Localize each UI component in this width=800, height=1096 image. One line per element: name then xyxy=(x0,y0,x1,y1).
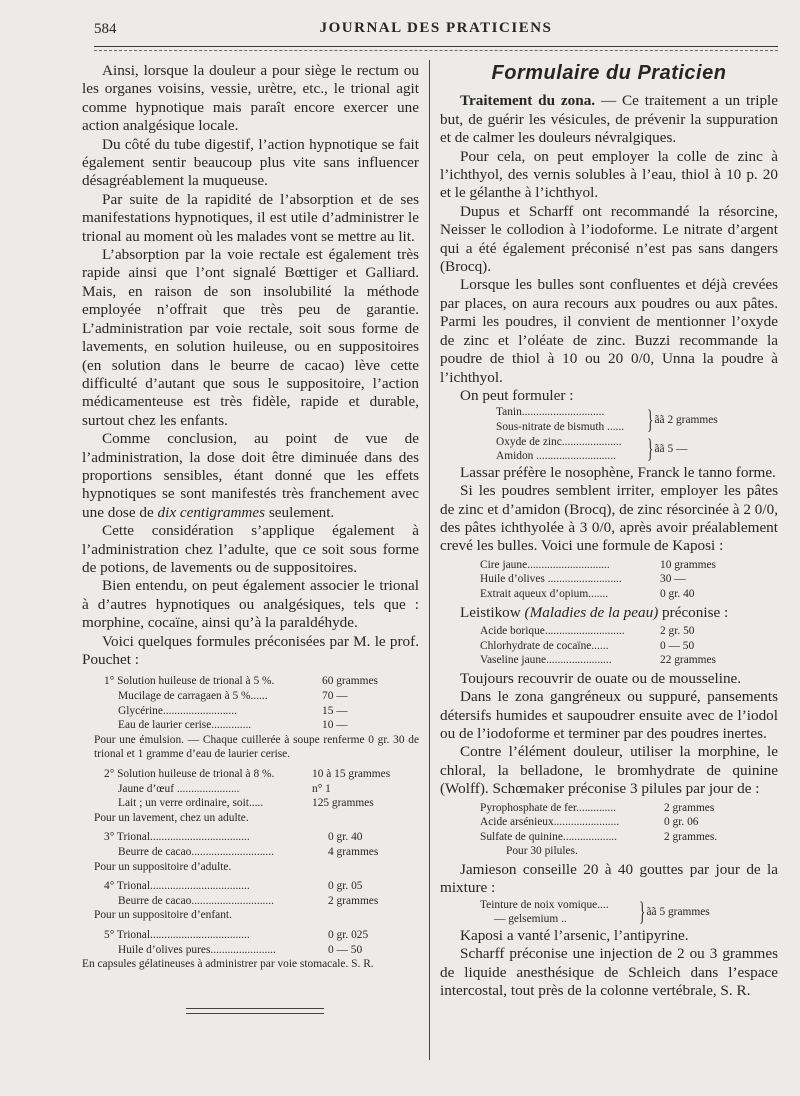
paragraph: Contre l’élément douleur, utiliser la morphine, le chloral, la belladone, le bromhydrate de quinine (Wolff). Schœmaker préconise 3 pilules par jour de : xyxy=(440,743,778,798)
header-dashed-rule xyxy=(94,50,778,51)
formula-jamieson xyxy=(440,898,778,927)
paragraph-intro: Traitement du zona. — Ce traitement a un triple but, de guérir les vésicules, de prévenir la suppuration et de calmer les douleurs névralgiques. xyxy=(440,92,778,147)
brace: } xyxy=(639,897,646,927)
paragraph: Voici quelques formules préconisées par M. le prof. Pouchet : xyxy=(82,632,419,668)
paragraph: Ainsi, lorsque la douleur a pour siège le rectum ou les organes voisins, vessie, urètre, etc., le trional agit comme hypnotique mais paraît encore exercer une action analgésique locale. xyxy=(82,62,419,135)
formula-leistikow: Acide borique............................ 2 gr. 50 Chlorhydrate de cocaïne...... 0 — 50 Vaseline jaune....................... 22 grammes xyxy=(480,624,716,667)
paragraph-leistikow: Leistikow (Maladies de la peau) préconise : xyxy=(460,603,729,621)
end-rule xyxy=(186,1008,324,1014)
paragraph: On peut formuler : xyxy=(460,386,574,404)
page-header xyxy=(94,18,778,40)
paragraph: Par suite de la rapidité de l’absorption et de ses manifestations hypnotiques, il est utile d’administrer le trional au moment où les malades vont se mettre au lit. xyxy=(82,190,419,245)
paragraph: Bien entendu, on peut également associer le trional à d’autres hypnotiques ou analgésiques, tels que : morphine, cocaïne, ainsi qu’à la paraldéhyde. xyxy=(82,577,419,632)
formula-group: Teinture de noix vomique.... — gelsemium .. } ãã 5 grammes xyxy=(480,897,710,927)
brace: } xyxy=(647,404,654,434)
formula-4: 4° Trional................................... 0 gr. 05 Beurre de cacao............................. 2 grammes Pour un suppositoire d’enfant. xyxy=(94,880,379,922)
formula-kaposi: Cire jaune............................. 10 grammes Huile d’olives .......................... 30 — Extrait aqueux d’opium....... 0 gr. 40 xyxy=(480,558,716,600)
paragraph: Si les poudres semblent irriter, employer les pâtes de zinc et d’amidon (Brocq), de zinc résorcinée à 2 0/0, des pâtes ichthyolée à 3 0/0, après avoir préalablement crevé les bulles. Voici une formule de Kaposi : xyxy=(440,482,778,555)
paragraph: Du côté du tube digestif, l’action hypnotique se fait également sentir beaucoup plus vite sans influencer désagréablement la muqueuse. xyxy=(82,135,419,190)
formula-powders xyxy=(440,405,778,463)
paragraph: Kaposi a vanté l’arsenic, l’antipyrine. xyxy=(460,926,689,944)
paragraph: Jamieson conseille 20 à 40 gouttes par jour de la mixture : xyxy=(440,860,778,897)
formula-group: Tanin............................. Sous-nitrate de bismuth ...... } ãã 2 grammes xyxy=(496,404,718,434)
brace: } xyxy=(647,434,654,464)
formula-1: 1° Solution huileuse de trional à 5 %. 60 grammes Mucilage de carragaen à 5 %...... 70 — Glycérine.......................... 15 — Eau de laurier cerise.............. 10 — Pour une émulsion. — Chaque cuillerée à soupe renferme 0 gr. 30 de trional et 1 gramme d’eau de laurier cerise. xyxy=(94,675,419,761)
paragraph: Scharff préconise une injection de 2 ou 3 grammes de liquide anesthésique de Schleich dans l’espace intercostal, tout près de la colonne vertébrale, S. R. xyxy=(440,945,778,1000)
journal-title: JOURNAL DES PRATICIENS xyxy=(319,20,553,36)
paragraph: Cette considération s’applique également à l’administration chez l’adulte, que ce soit sous forme de potions, de lavements ou de suppositoires. xyxy=(82,522,419,576)
paragraph-conclusion: Comme conclusion, au point de vue de l’administration, la dose doit être diminuée dans des proportions sensibles, étant donné que les effets hypnotiques se sont manifestés très franchement avec une dose de dix centigrammes seulement. xyxy=(82,430,419,521)
section-title: Formulaire du Praticien xyxy=(491,62,727,84)
right-column xyxy=(440,62,778,1001)
formula-schoemaker: Pyrophosphate de fer.............. 2 grammes Acide arsénieux....................... 0 gr. 06 Sulfate de quinine................... 2 grammes. Pour 30 pilules. xyxy=(480,801,718,858)
paragraph: Dans le zona gangréneux ou suppuré, pansements détersifs humides et saupoudrer ensuite avec de l’iodol ou de l’iodoforme et terminer par des poudres inertes. xyxy=(440,688,778,742)
formula-group: Oxyde de zinc..................... Amidon ............................ } ãã 5 — xyxy=(496,434,688,464)
paragraph: Lassar préfère le nosophène, Franck le tanno forme. xyxy=(460,463,776,481)
formula-3: 3° Trional................................... 0 gr. 40 Beurre de cacao............................. 4 grammes Pour un suppositoire d’adulte. xyxy=(94,831,379,873)
paragraph: L’absorption par la voie rectale est également très rapide ainsi que l’ont signalé Bœttiger et Galliard. Mais, en raison de son insolubilité la méthode employée n’offrait que très peu de garantie. L’administration par voie rectale, soit sous forme de lavements, en solution huileuse, ou en suppositoires (en solution dans le beurre de cacao) lève cette difficulté d’autant que sous le suppositoire, l’action médicamenteuse est très fidèle, rapide et durable, surtout chez les enfants. xyxy=(82,246,419,429)
paragraph: Dupus et Scharff ont recommandé la résorcine, Neisser le collodion à l’iodoforme. Le nitrate d’argent qui a été également préconisé n’est pas sans dangers (Brocq). xyxy=(440,202,778,276)
paragraph: Lorsque les bulles sont confluentes et déjà crevées par places, on aura recours aux poudres ou aux pâtes. Parmi les poudres, il convient de mentionner l’oxyde de zinc et l’oléate de zinc. Buzzi recommande la poudre de thiol à 10 ou 20 0/0, Unna la poudre à l’ichthyol. xyxy=(440,276,778,386)
page-number: 584 xyxy=(94,21,117,37)
formula-5: 5° Trional................................... 0 gr. 025 Huile d’olives pures....................... 0 — 50 En capsules gélatineuses à administrer par voie stomacale. S. R. xyxy=(82,928,374,971)
column-divider xyxy=(429,60,430,1060)
paragraph: Toujours recouvrir de ouate ou de mousseline. xyxy=(460,669,742,687)
left-column xyxy=(82,62,419,972)
formula-2: 2° Solution huileuse de trional à 8 %. 10 à 15 grammes Jaune d’œuf ...................... n° 1 Lait ; un verre ordinaire, soit..... 125 grammes Pour un lavement, chez un adulte. xyxy=(94,767,391,824)
paragraph: Pour cela, on peut employer la colle de zinc à l’ichthyol, des vernis solubles à l’eau, thiol à 10 p. 20 et le gélanthe à l’ichthyol. xyxy=(440,147,778,202)
header-rule xyxy=(94,46,778,47)
